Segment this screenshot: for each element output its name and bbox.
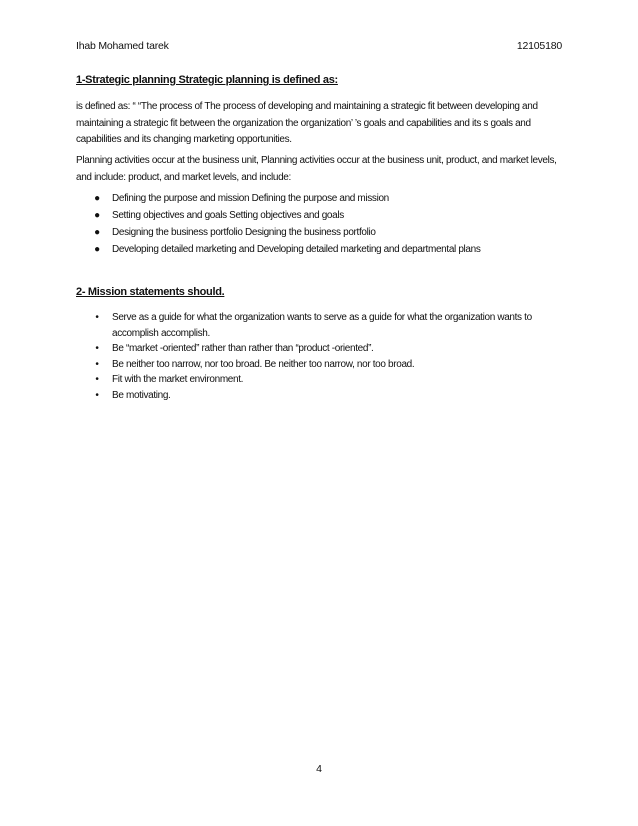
bullet-dot-icon: • (95, 358, 99, 370)
bullet-dot-icon: ● (94, 244, 100, 255)
section1-definition: is defined as: “ “The process of The process of developing and maintaining a strategic fit between developing and maintaining a strategic fit between the organization the organization’ ’s goals and capabilities and its s goals and capabilities and its changing marketing opportunities. (76, 101, 538, 145)
section2-heading: 2- Mission statements should. (76, 286, 225, 298)
bullet-dot-icon: ● (94, 227, 100, 238)
list-item-text: Fit with the market environment. (112, 374, 244, 385)
list-item (90, 310, 564, 341)
list-item-text: Be neither too narrow, nor too broad. Be neither too narrow, nor too broad. (112, 358, 415, 370)
list-item-text: Developing detailed marketing and Developing detailed marketing and departmental plans (112, 244, 481, 255)
bullet-dot-icon: • (95, 389, 99, 401)
list-item-text: Defining the purpose and mission Defining the purpose and mission (112, 193, 389, 204)
section2-bullet-list (90, 310, 564, 403)
list-item (90, 224, 564, 241)
list-item-text: Designing the business portfolio Designing the business portfolio (112, 227, 376, 238)
bullet-dot-icon: ● (94, 193, 100, 204)
list-item (90, 190, 564, 207)
header-student-id: 12105180 (516, 40, 562, 52)
list-item (90, 207, 564, 224)
list-item-text: Be motivating. (112, 389, 171, 401)
bullet-dot-icon: • (95, 374, 99, 385)
list-item (90, 241, 564, 258)
section1-heading: 1-Strategic planning Strategic planning is defined as: (76, 74, 338, 86)
list-item-text: Setting objectives and goals Setting objectives and goals (112, 210, 344, 221)
list-item-text: Be “market -oriented” rather than rather than “product -oriented”. (112, 343, 374, 354)
page-number: 4 (316, 763, 322, 775)
list-item-text: Serve as a guide for what the organization wants to serve as a guide for what the organization wants to accomplish accomplish. (112, 312, 532, 339)
list-item (90, 388, 564, 404)
bullet-dot-icon: • (95, 312, 99, 323)
list-item (90, 357, 564, 373)
section1-bullet-list (90, 190, 564, 258)
bullet-dot-icon: • (95, 343, 99, 354)
section1-planning-text: Planning activities occur at the business unit, Planning activities occur at the business unit, product, and market levels, and include: product, and market levels, and include: (76, 155, 557, 183)
bullet-dot-icon: ● (94, 210, 100, 221)
list-item (90, 341, 564, 357)
header-author: Ihab Mohamed tarek (76, 40, 169, 52)
list-item (90, 372, 564, 388)
